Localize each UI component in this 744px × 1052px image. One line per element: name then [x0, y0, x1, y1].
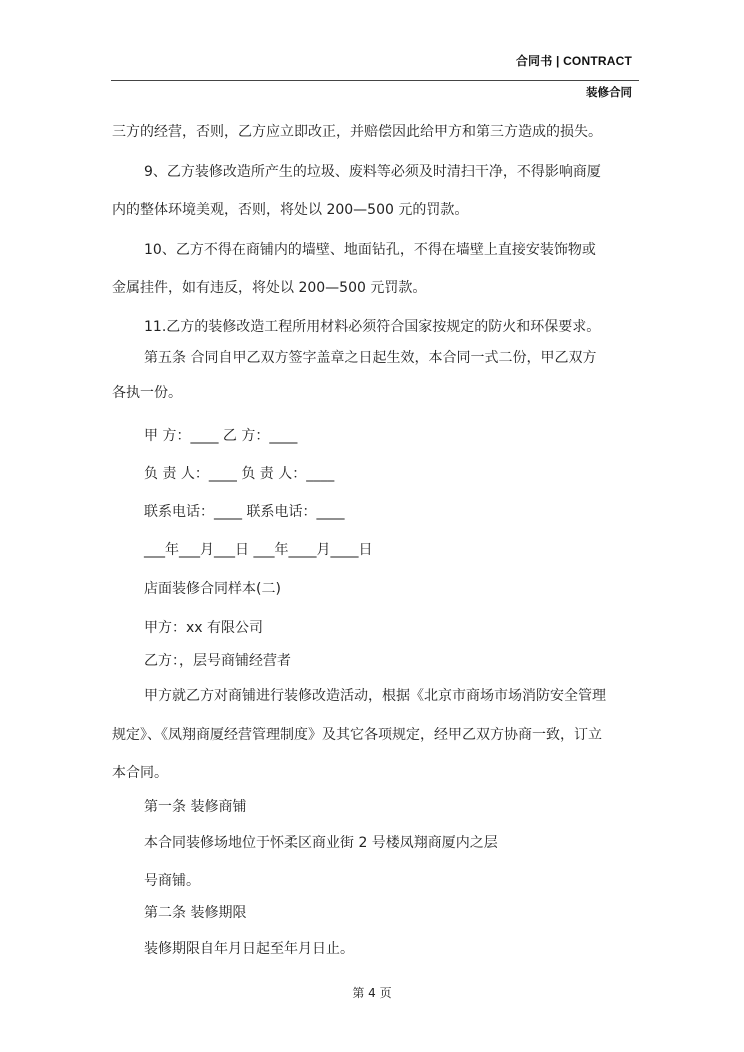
body-line: 甲方：xx 有限公司 [144, 620, 264, 636]
body-line: 内的整体环境美观，否则，将处以 200—500 元的罚款。 [112, 202, 469, 218]
body-line: 甲方就乙方对商铺进行装修改造活动，根据《北京市商场市场消防安全管理 [144, 688, 606, 704]
signature-line-date: ___年___月___日 ___年____月____日 [144, 542, 373, 558]
header-brand: 合同书 | CONTRACT [515, 54, 632, 68]
signature-line-representative: 负 责 人：____ 负 责 人：____ [144, 466, 335, 482]
section-title: 店面装修合同样本(二) [144, 581, 281, 597]
body-line: 各执一份。 [112, 385, 182, 401]
body-line: 乙方：，层号商铺经营者 [144, 653, 291, 669]
body-line: 金属挂件，如有违反，将处以 200—500 元罚款。 [112, 280, 427, 296]
header-divider [111, 80, 639, 81]
body-line: 本合同装修场地位于怀柔区商业街 2 号楼凤翔商厦内之层 [144, 835, 498, 851]
signature-line-party: 甲 方：____ 乙 方：____ [144, 428, 298, 444]
article-heading: 第一条 装修商铺 [144, 799, 247, 815]
body-line: 三方的经营，否则，乙方应立即改正，并赔偿因此给甲方和第三方造成的损失。 [112, 124, 602, 140]
body-line: 本合同。 [112, 765, 168, 781]
article-heading: 第二条 装修期限 [144, 905, 247, 921]
signature-line-phone: 联系电话：____ 联系电话：____ [144, 504, 345, 520]
body-line: 装修期限自年月日起至年月日止。 [144, 941, 354, 957]
page-number: 第 4 页 [352, 986, 392, 1000]
body-line: 规定》、《凤翔商厦经营管理制度》及其它各项规定，经甲乙双方协商一致，订立 [112, 727, 602, 743]
body-line: 号商铺。 [144, 873, 200, 889]
body-line: 11.乙方的装修改造工程所用材料必须符合国家按规定的防火和环保要求。 [144, 319, 601, 335]
header-doc-type: 装修合同 [586, 87, 632, 99]
body-line: 10、乙方不得在商铺内的墙壁、地面钻孔，不得在墙壁上直接安装饰物或 [144, 242, 596, 258]
body-line: 第五条 合同自甲乙双方签字盖章之日起生效，本合同一式二份，甲乙双方 [144, 350, 597, 366]
body-line: 9、乙方装修改造所产生的垃圾、废料等必须及时清扫干净，不得影响商厦 [144, 164, 601, 180]
